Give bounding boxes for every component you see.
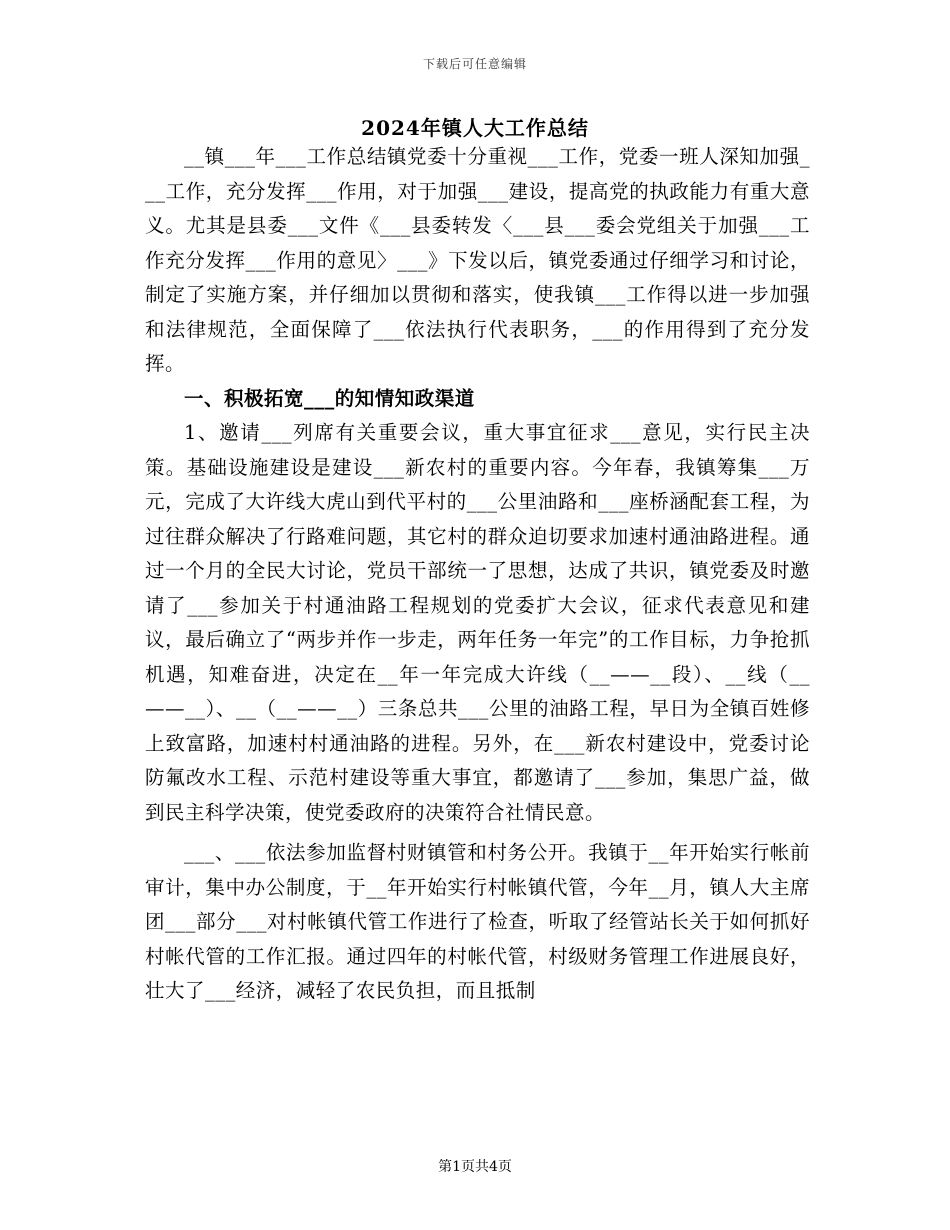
body-paragraph-1: 1、邀请___列席有关重要会议，重大事宜征求___意见，实行民主决策。基础设施建设是建设___新农村的重要内容。今年春，我镇筹集___万元，完成了大许线大虎山到代平村的___公里油路和___座桥涵配套工程，为过往群众解决了行路难问题，其它村的群众迫切要求加速村通油路进程。通过一个月的全民大讨论，党员干部统一了思想，达成了共识，镇党委及时邀请了___参加关于村通油路工程规划的党委扩大会议，征求代表意见和建议，最后确立了“两步并作一步走，两年任务一年完”的工作目标，力争抢抓机遇，知难奋进，决定在__年一年完成大许线（__——__段）、__线（__——__）、__（__——__）三条总共___公里的油路工程，早日为全镇百姓修上致富路，加速村村通油路的进程。另外，在___新农村建设中，党委讨论防氟改水工程、示范村建设等重大事宜，都邀请了___参加，集思广益，做到民主科学决策，使党委政府的决策符合社情民意。 [145,421,810,824]
intro-paragraph: __镇___年___工作总结镇党委十分重视___工作，党委一班人深知加强___工作，充分发挥___作用，对于加强___建设，提高党的执政能力有重大意义。尤其是县委___文件《___县委转发〈___县___委会党组关于加强___工作充分发挥___作用的意见〉___》下发以后，镇党委通过仔细学习和讨论，制定了实施方案，并仔细加以贯彻和落实，使我镇___工作得以进一步加强和法律规范，全面保障了___依法执行代表职务，___的作用得到了充分发挥。 [145,145,810,375]
page-header-note: 下载后可任意编辑 [422,57,527,71]
page-number-footer: 第1页共4页 [438,1159,512,1175]
body-paragraph-2: ___、___依法参加监督村财镇管和村务公开。我镇于__年开始实行帐前审计，集中办公制度，于__年开始实行村帐镇代管，今年__月，镇人大主席团___部分___对村帐镇代管工作进行了检查，听取了经管站长关于如何抓好村帐代管的工作汇报。通过四年的村帐代管，村级财务管理工作进展良好，壮大了___经济，减轻了农民负担，而且抵制 [145,841,810,1002]
document-title: 2024年镇人大工作总结 [361,116,589,140]
document-body [145,140,810,1009]
section-heading: 一、积极拓宽___的知情知政渠道 [184,386,475,410]
